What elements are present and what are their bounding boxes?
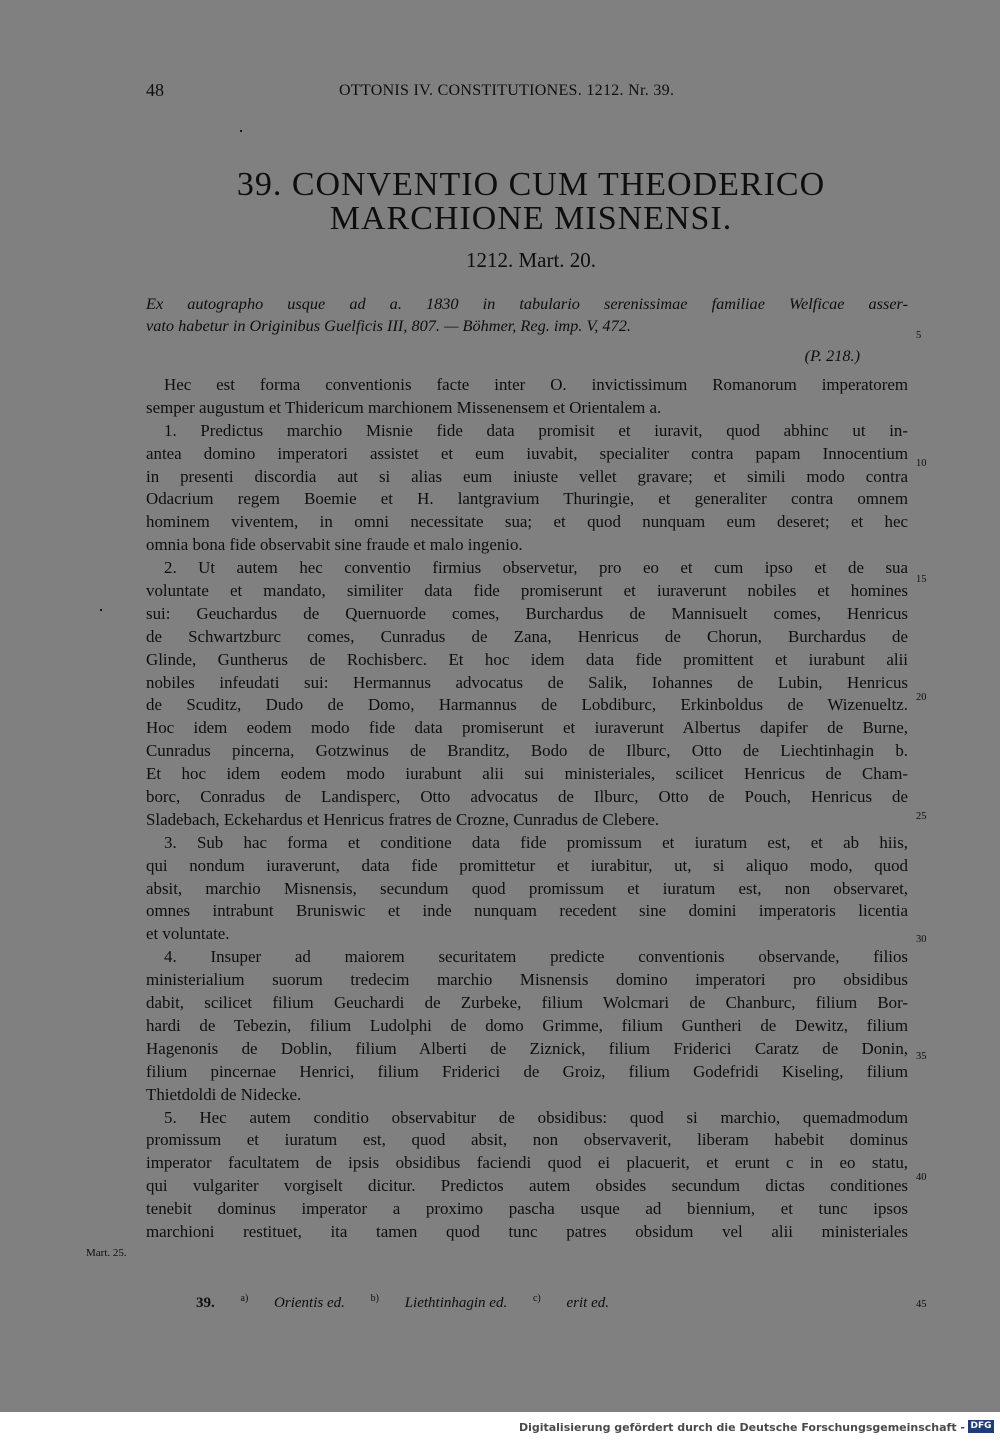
title-line-1: 39. CONVENTIO CUM THEODERICO <box>236 166 826 203</box>
text-line: qui vulgariter vorgiselt dicitur. Predictos autem obsides secundum dictas conditiones <box>146 1176 908 1196</box>
text-line: hardi de Tebezin, filium Ludolphi de domo Grimme, filium Guntheri de Dewitz, filium <box>146 1015 908 1035</box>
text-line: Et hoc idem eodem modo iurabunt alii sui ministeriales, scilicet Henricus de Cham- <box>146 764 908 784</box>
scan-speck <box>240 130 242 132</box>
running-head: OTTONIS IV. CONSTITUTIONES. 1212. Nr. 39. <box>339 82 675 99</box>
footnote-mark: a) <box>240 1293 249 1304</box>
text-line: tenebit dominus imperator a proximo pascha usque ad biennium, et tunc ipsos <box>146 1199 908 1219</box>
text-line: Thietdoldi de Nidecke. <box>146 1084 302 1104</box>
text-line: antea domino imperatori assistet et eum iuvabit, specialiter contra papam Innocentium <box>146 443 908 463</box>
document-title <box>146 168 916 236</box>
page-header <box>146 80 916 104</box>
margin-line-number: 20 <box>916 692 927 703</box>
text-line: omnia bona fide observabit sine fraude et malo ingenio. <box>146 535 523 555</box>
dfg-logo: DFG <box>968 1420 994 1433</box>
text-line: borc, Conradus de Landisperc, Otto advocatus de Ilburc, Otto de Pouch, Henricus de <box>146 787 908 807</box>
text-line: Hoc idem eodem modo fide data promiserunt et iuraverunt Albertus dapifer de Burne, <box>146 718 908 738</box>
source-note <box>146 293 908 337</box>
text-line: in presenti discordia aut si alias eum iniuste vellet gravare; et simili modo contra <box>146 466 908 486</box>
footnote-mark: c) <box>532 1293 541 1304</box>
title-line-2: MARCHIONE MISNENSI. <box>329 200 733 237</box>
footnote-mark: b) <box>370 1293 379 1304</box>
margin-line-number: 10 <box>916 458 927 469</box>
margin-line-number: 25 <box>916 811 927 822</box>
text-line: Sladebach, Eckehardus et Henricus fratres de Crozne, Cunradus de Clebere. <box>146 809 660 829</box>
source-line: vato habetur in Originibus Guelficis III, 807. — Böhmer, Reg. imp. V, 472. <box>146 316 631 335</box>
text-line: Odacrium regem Boemie et H. lantgravium Thuringie, et generaliter contra omnem <box>146 489 908 509</box>
text-line: dabit, scilicet filium Geuchardi de Zurbeke, filium Wolcmari de Chanburc, filium Bor- <box>146 993 908 1013</box>
scan-speck <box>100 609 102 611</box>
text-line: marchioni restituet, ita tamen quod tunc patres obsidum vel alii ministeriales <box>146 1221 908 1241</box>
document-date: 1212. Mart. 20. <box>465 248 597 272</box>
source-reference: (P. 218.) <box>804 346 860 365</box>
text-line: Hagenonis de Doblin, filium Alberti de Ziznick, filium Friderici Caratz de Donin, <box>146 1038 908 1058</box>
text-line: de Scuditz, Dudo de Domo, Harmannus de Lobdiburc, Erkinboldus de Wizenueltz. <box>146 695 908 715</box>
margin-line-number: 35 <box>916 1051 927 1062</box>
text-line: 4. Insuper ad maiorem securitatem predicte conventionis observande, filios <box>164 947 908 967</box>
text-line: Cunradus pincerna, Gotzwinus de Branditz, Bodo de Ilburc, Otto de Liechtinhagin b. <box>146 741 908 761</box>
footnote-b <box>371 1295 508 1311</box>
text-line: Hec est forma conventionis facte inter O. invictissimum Romanorum imperatorem <box>164 375 908 394</box>
text-line: filium pincernae Henrici, filium Friderici de Groiz, filium Godefridi Kiseling, filium <box>146 1061 908 1081</box>
margin-line-number: 5 <box>916 330 922 341</box>
footnote-a <box>241 1295 345 1311</box>
margin-line-number: 15 <box>916 574 927 585</box>
document-body <box>146 374 908 1244</box>
funding-notice: Digitalisierung gefördert durch die Deutsche Forschungsgemeinschaft - <box>518 1421 965 1434</box>
margin-date-note: Mart. 25. <box>86 1247 127 1259</box>
text-line: voluntate et mandato, similiter data fide promiserunt et iuraverunt nobiles et homines <box>146 581 908 601</box>
margin-line-number: 45 <box>916 1299 927 1310</box>
text-line: qui nondum iuraverunt, data fide promittetur et iurabitur, ut, si aliquo modo, quod <box>146 855 908 875</box>
text-line: Glinde, Guntherus de Rochisberc. Et hoc idem data fide promittent et iurabunt alii <box>146 649 908 669</box>
text-line: de Schwartzburc comes, Cunradus de Zana, Henricus de Chorun, Burchardus de <box>146 626 908 646</box>
text-line: promissum et iuratum est, quod absit, non observaverit, liberam habebit dominus <box>146 1130 908 1150</box>
source-line: Ex autographo usque ad a. 1830 in tabulario serenissimae familiae Welficae asser- <box>146 294 908 313</box>
text-line: semper augustum et Thidericum marchionem Missenensem et Orientalem a. <box>146 397 662 417</box>
footnote-c <box>533 1295 609 1311</box>
footnote-text: Liethtinhagin ed. <box>404 1295 508 1311</box>
text-line: sui: Geuchardus de Quernuorde comes, Burchardus de Mannisuelt comes, Henricus <box>146 603 908 623</box>
footnote-text: erit ed. <box>566 1295 609 1311</box>
text-line: 5. Hec autem conditio observabitur de obsidibus: quod si marchio, quemadmodum <box>164 1107 908 1127</box>
margin-line-number: 30 <box>916 934 927 945</box>
line-number-margin <box>908 0 938 1441</box>
page-number: 48 <box>146 80 164 100</box>
funding-footer <box>0 1412 1000 1441</box>
footnotes <box>196 1293 631 1312</box>
footnote-number: 39. <box>196 1295 215 1311</box>
text-line: imperator facultatem de ipsis obsidibus faciendi quod ei placuerit, et erunt c in eo statu, <box>146 1153 908 1173</box>
text-line: hominem viventem, in omni necessitate sua; et quod nunquam eum deseret; et hec <box>146 512 908 532</box>
text-line: nobiles infeudati sui: Hermannus advocatus de Salik, Iohannes de Lubin, Henricus <box>146 672 908 692</box>
text-line: omnes intrabunt Bruniswic et inde nunquam recedent sine domini imperatoris licentia <box>146 901 908 921</box>
footnote-text: Orientis ed. <box>274 1295 345 1311</box>
text-line: et voluntate. <box>146 924 230 944</box>
text-line: ministerialium suorum tredecim marchio Misnensis domino imperatori pro obsidibus <box>146 970 908 990</box>
margin-line-number: 40 <box>916 1172 927 1183</box>
text-line: absit, marchio Misnensis, secundum quod promissum et iuratum est, non observaret, <box>146 878 908 898</box>
text-line: 3. Sub hac forma et conditione data fide promissum et iuratum est, et ab hiis, <box>164 832 908 852</box>
text-line: 1. Predictus marchio Misnie fide data promisit et iuravit, quod abhinc ut in- <box>164 420 908 440</box>
text-line: 2. Ut autem hec conventio firmius observetur, pro eo et cum ipso et de sua <box>164 558 908 578</box>
